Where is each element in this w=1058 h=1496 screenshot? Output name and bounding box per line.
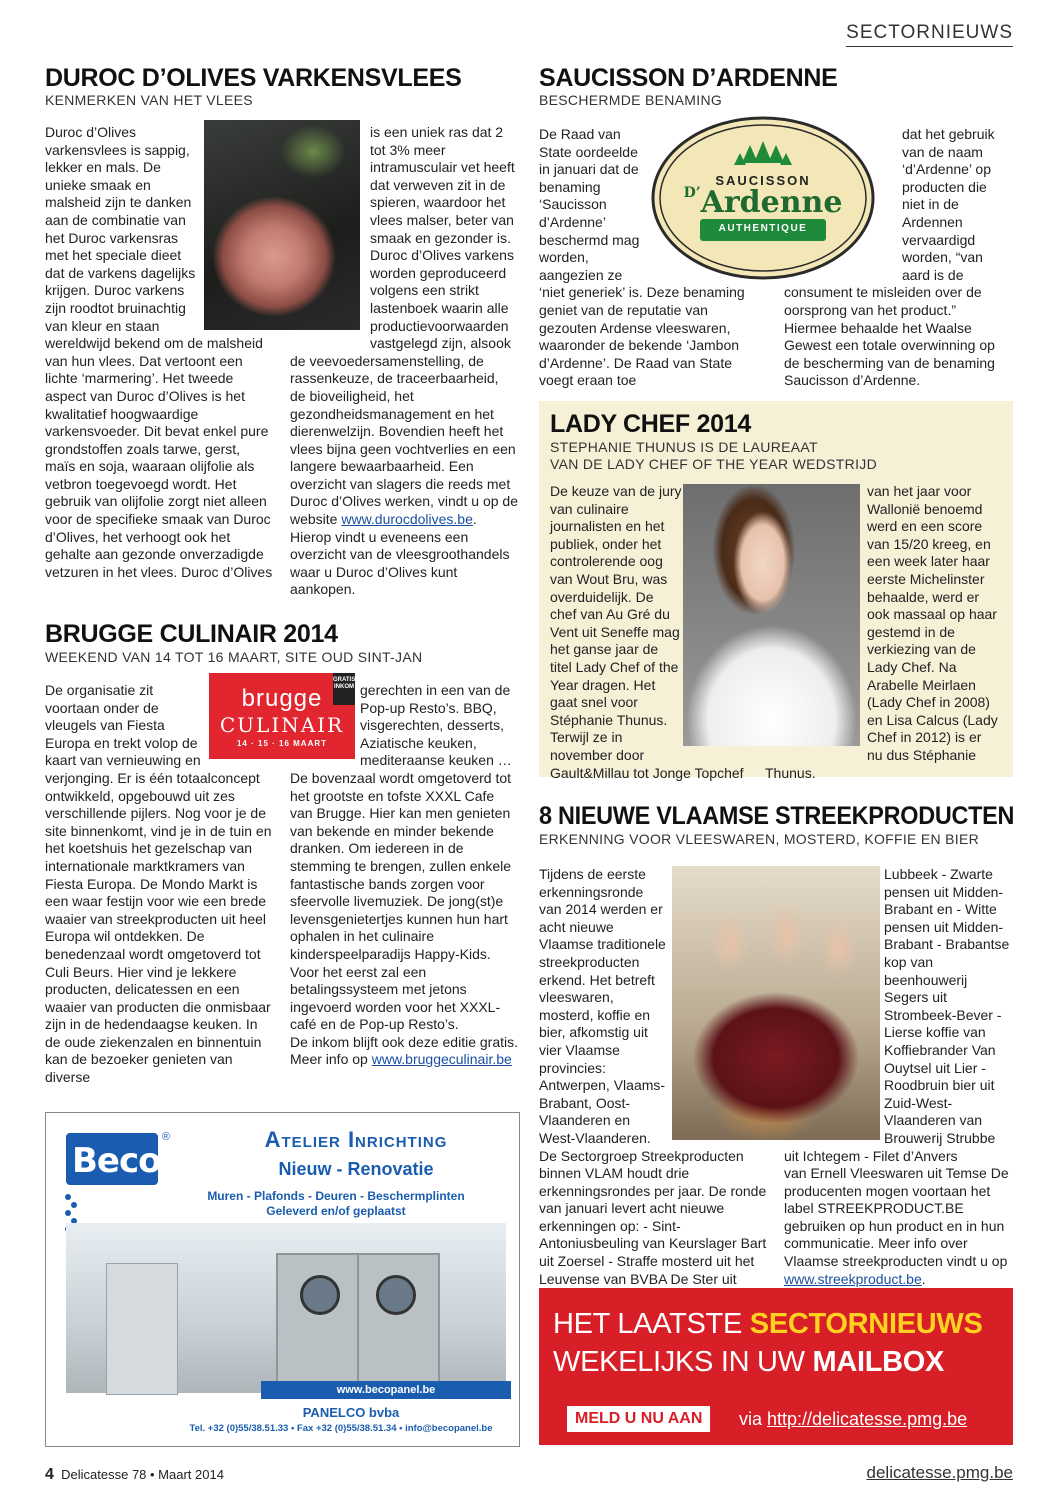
streek-text-1: Tijdens de eerste erkenningsronde van 2014 werden er acht nieuwe Vlaamse traditionele streekproducten erkend. Het betreft vleeswaren, mosterd, koffie en bier, afkomstig uit vier Vlaamse provincies: Antwerpen, Vlaams-Brabant, Oost-Vlaanderen en West-Vlaanderen. [539,866,666,1146]
beco-company: PANELCO bvba [302,1405,400,1420]
lady-chef-column-1 [550,483,758,782]
cold-room-doors-photo [66,1223,506,1393]
newsletter-via: via [739,1409,768,1429]
streek-subtitle: ERKENNING VOOR VLEESWAREN, MOSTERD, KOFFIE EN BIER [539,831,979,847]
brugge-text-2: gerechten in een van de Pop-up Resto’s. BBQ, visgerechten, desserts, Aziatische keuken, mediteraanse keuken … De bovenzaal wordt omgetoverd tot het grootste en tofste XXXL Cafe van Brugge. Hier kan men genieten van bekende en minder bekende dranken. Om iedereen in de stemming te brengen, zullen enkele fantastische bands zorgen voor sfeervolle livemuziek. De jong(st)e levensgenietertjes kunnen hun hart ophalen in het culinaire kinderspeelparadijs Happy-Kids. Voor het eerst zal een betalingssysteem met jetons ingevoerd worden voor het XXXL-café en de Pop-up Resto’s. [290,682,512,1033]
saucisson-text-2: dat het gebruik van de naam ‘d’Ardenne’ op producten die niet in de Ardennen vervaardigd worden, “van aard is de consument te misleiden over de oorsprong van het product.” Hiermee behaalde het Waalse Gewest een totale overwinning op de bescherming van de benaming Saucisson d’Ardenne. [784,126,995,389]
duroc-text-2-end: . Hierop vindt u eveneens een overzicht van de vleesgroothandels waar u Duroc d’Olives kunt aankopen. [290,511,510,598]
streek-text-end: . [921,1270,926,1287]
double-door-shape [276,1253,440,1397]
beco-registered-mark: ® [161,1131,170,1143]
beco-advertisement[interactable] [45,1112,520,1447]
saucisson-title: SAUCISSON D’ARDENNE [539,64,838,92]
saucisson-column-2 [784,126,1012,390]
duroc-column-2 [290,124,518,599]
newsletter-line2a: WEKELIJKS IN UW [553,1346,813,1378]
streek-column-1 [539,866,767,1288]
newsletter-url[interactable]: http://delicatesse.pmg.be [767,1409,968,1429]
beco-ad-line4: Geleverd en/of geplaatst [266,1204,406,1218]
lady-chef-text-2: van het jaar voor Wallonië benoemd werd en een score van 15/20 kreeg, en een week later haar eerste Michelinster behaalde, werd er ook massaal op haar gestemd in de verkiezing van de Lady Chef. Na Arabelle Meirlaen (Lady Chef in 2008) en Lisa Calcus (Lady Chef in 2012) is er nu dus Stéphanie Thunus. [765,483,998,781]
brugge-title: BRUGGE CULINAIR 2014 [45,620,338,648]
brugge-website-link[interactable]: www.bruggeculinair.be [371,1051,512,1068]
ardenne-logo-top: SAUCISSON [715,173,811,188]
issue-info: Delicatesse 78 • Maart 2014 [61,1467,224,1482]
ardenne-logo-main: Ardenne [700,185,843,220]
newsletter-line1b: SECTORNIEUWS [749,1308,983,1340]
beco-ad-title: Atelier Inrichting [264,1127,448,1152]
subscribe-button[interactable]: MELD U NU AAN [567,1406,710,1432]
page-number: 4 [45,1466,54,1483]
section-label: SECTORNIEUWS [846,22,1013,47]
streek-column-2 [784,866,1012,1288]
brugge-subtitle: WEEKEND VAN 14 TOT 16 MAART, SITE OUD SINT-JAN [45,649,423,665]
beco-logo-box [66,1131,170,1185]
newsletter-advertisement[interactable] [539,1288,1013,1445]
saucisson-subtitle: BESCHERMDE BENAMING [539,92,723,108]
ardenne-logo-d: D’ [683,185,701,201]
free-entry-badge: GRATIS INKOM [333,673,355,705]
lady-chef-column-2 [765,483,1000,782]
duroc-column-1 [45,124,273,581]
newsletter-line1 [553,1308,983,1341]
beco-ad-line3: Muren - Plafonds - Deuren - Beschermplinten [207,1189,465,1203]
footer-issue [45,1466,224,1484]
brugge-text-1: De organisatie zit voortaan onder de vleugels van Fiesta Europa en trekt volop de kaart van vernieuwing en verjonging. Er is één totaalconcept ontwikkeld, opgebouwd uit zes verschillende pijlers. Nog voor je de site binnenkomt, vind je in de tuin en het koetshuis het gezelschap van internationale marktkramers van Fiesta Europa. De Mondo Markt is een waar festijn voor wie een brede waaier van streekproducten uit heel Europa wil ontdekken. De benedenzaal wordt omgetoverd tot Culi Beurs. Hier vind je lekkere producten, delicatessen en een waaier van producten die onmisbaar zijn in de hedendaagse keuken. In de oude ziekenzalen en binnentuin kan de bezoeker genieten van diverse [45,682,272,1086]
duroc-subtitle: KENMERKEN VAN HET VLEES [45,92,253,108]
brugge-logo-dates: 14 · 15 · 16 MAART [236,739,328,748]
brugge-more-info: Meer info op [290,1051,368,1068]
newsletter-line2 [553,1346,944,1379]
beco-logo: Beco [72,1141,161,1181]
newsletter-url-row [739,1406,967,1432]
brugge-logo-line2: CULINAIR [219,713,345,737]
beco-contact: Tel. +32 (0)55/38.51.33 • Fax +32 (0)55/38.51.34 • info@becopanel.be [189,1423,493,1434]
brugge-column-1 [45,682,273,1087]
lady-chef-subtitle-1: STEPHANIE THUNUS IS DE LAUREAAT [550,439,818,455]
duroc-text-1: Duroc d’Olives varkensvlees is sappig, lekker en mals. De unieke smaak en malsheid zijn te danken aan de combinatie van het Duroc varkensras met het speciale dieet dat de varkens dagelijks krijgen. Duroc varkens zijn roodtot bruinachtig van kleur en staan wereldwijd bekend om de malsheid van hun vlees. Dat vertoont een lichte ‘marmering’. Het tweede aspect van Duroc d’Olives is het kwalitatief hoogwaardige varkensvoeder. Dit bevat enkel pure grondstoffen zoals tarwe, gerst, maïs en soja, waaraan olijfolie als vetbron toegevoegd wordt. Het gebruik van olijfolie zorgt niet alleen voor de specifieke smaak van Duroc d’Olives, het verhoogt ook het gehalte aan gezonde onverzadigde vetzuren in het vlees. Duroc d’Olives [45,124,273,580]
beco-url[interactable]: www.becopanel.be [261,1381,511,1399]
lady-chef-text-1: De keuze van de jury van culinaire journalisten en het publiek, onder het controlerende oog van Wout Bru, was overduidelijk. De chef van Au Gré du Vent uit Seneffe mag het ganse jaar de titel Lady Chef of the Year dragen. Het gaat snel voor Stéphanie Thunus. Terwijl ze in november door Gault&Millau tot Jonge Topchef [550,483,744,781]
streek-website-link[interactable]: www.streekproduct.be [784,1270,922,1287]
lady-chef-title: LADY CHEF 2014 [550,410,751,438]
newsletter-line1a: HET LAATSTE [553,1308,750,1340]
brugge-column-2 [290,682,518,1069]
duroc-title: DUROC D’OLIVES VARKENSVLEES [45,64,462,92]
saucisson-text-1: De Raad van State oordeelde in januari dat de benaming ‘Saucisson d’Ardenne’ beschermd mag worden, aangezien ze ‘niet generiek’ is. Deze benaming geniet van de reputatie van gezouten Ardense vleeswaren, waaronder de bekende ‘Jambon d’Ardenne’. De Raad van State voegt eraan toe [539,126,745,389]
lady-chef-subtitle-2: VAN DE LADY CHEF OF THE YEAR WEDSTRIJD [550,456,877,472]
duroc-website-link[interactable]: www.durocdolives.be [341,511,473,528]
beco-ad-line2: Nieuw - Renovatie [278,1159,434,1179]
saucisson-column-1 [539,126,767,390]
streek-title: 8 NIEUWE VLAAMSE STREEKPRODUCTEN [539,802,1015,830]
streek-text-2: Lubbeek - Zwarte pensen uit Midden-Brabant en - Witte pensen uit Midden-Brabant - Brabantse kop van beenhouwerij Segers uit Strombeek-Bever - Lierse koffie van Koffiebrander Van Ouytsel uit Lier - Roodbruin bier uit Zuid-West-Vlaanderen van Brouwerij Strubbe uit Ichtegem - Filet d’Anvers [784,866,1010,1164]
brugge-logo-line1: brugge [241,685,323,712]
footer-site-link[interactable]: delicatesse.pmg.be [866,1463,1013,1482]
streek-text-2b: van Ernell Vleeswaren uit Temse De producenten mogen voortaan het label STREEKPRODUCT.BE gebruiken op hun product en in hun communicatie. Meer info over Vlaamse streekproducten vindt u op [784,1165,1009,1270]
newsletter-line2b: MAILBOX [812,1346,945,1378]
streek-text-1b: De Sectorgroep Streekproducten binnen VLAM houdt drie erkenningsrondes per jaar. De ronde van januari levert acht nieuwe erkenningen op: - Sint-Antoniusbeuling van Keurslager Bart uit Zoersel - Straffe mosterd uit het Leuvense van BVBA De Ster uit [539,1147,767,1287]
duroc-text-2: is een uniek ras dat 2 tot 3% meer intramusculair vet heeft dat verweven zit in de spieren, waardoor het vlees malser, beter van smaak en gezonder is. Duroc d’Olives varkens worden geproduceerd volgens een strikt lastenboek waarin alle productievoorwaarden vastgelegd zijn, alsook de veevoedersamenstelling, de rassenkeuze, de traceerbaarheid, de bioveiligheid, het gezondheidsmanagement en het dierenwelzijn. Bovendien heeft het vlees bijna geen vochtverlies en een langere bewaarbaarheid. Een overzicht van slagers die reeds met Duroc d’Olives werken, vindt u op de website [290,124,518,528]
ardenne-logo-bottom: AUTHENTIQUE [718,223,808,234]
brugge-text-free-entry: De inkom blijft ook deze editie gratis. [290,1033,518,1050]
